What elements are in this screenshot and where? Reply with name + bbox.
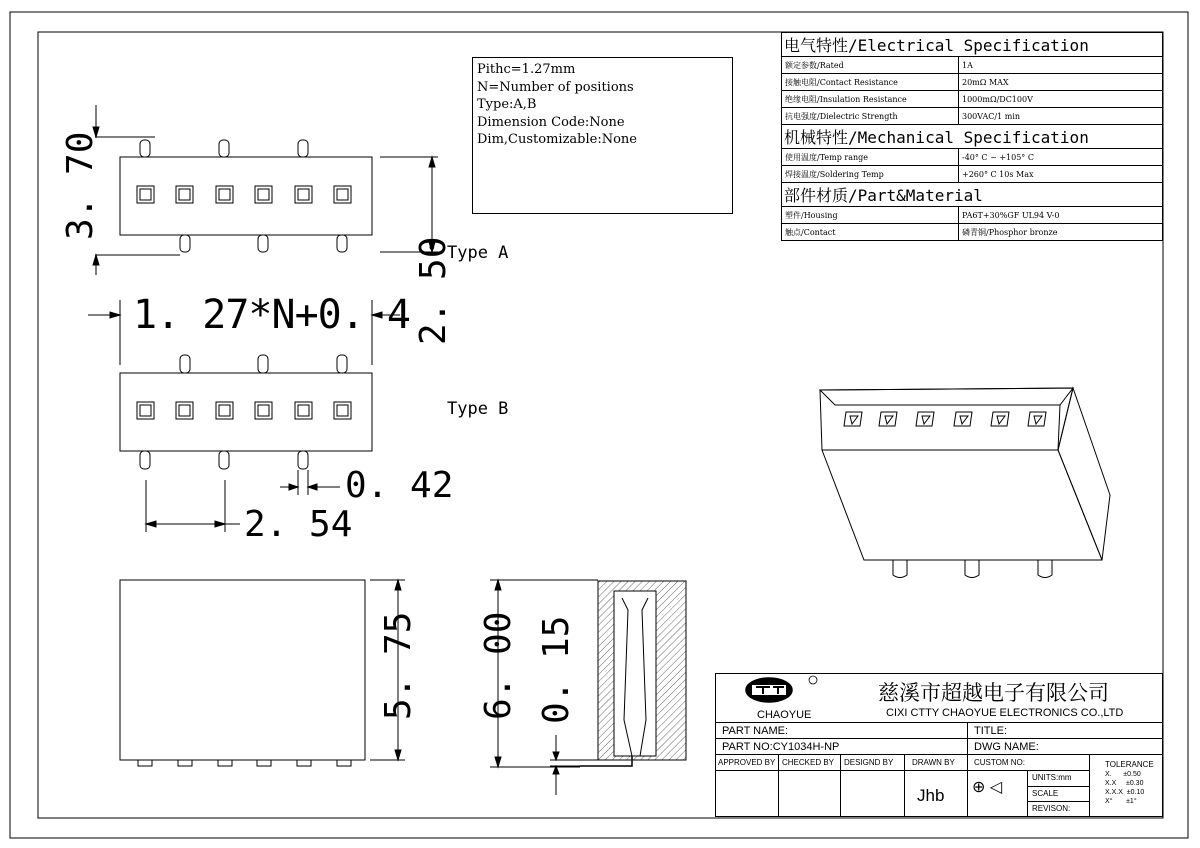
tolerance-label: TOLERANCE xyxy=(1105,760,1154,769)
front-view xyxy=(120,580,365,766)
spec-label: 接触电阻/Contact Resistance xyxy=(782,74,959,91)
spec-label: 额定参数/Rated xyxy=(782,57,959,74)
type-b-label: Type B xyxy=(447,399,509,419)
scale-label: SCALE xyxy=(1032,789,1059,798)
note-dim-code: Dimension Code:None xyxy=(477,114,625,130)
tolerance-x: X. ±0.50 xyxy=(1105,771,1141,778)
spec-table xyxy=(781,32,1163,241)
note-pitch: Pithc=1.27mm xyxy=(477,62,576,77)
company-name-en: CIXI CTTY CHAOYUE ELECTRONICS CO.,LTD xyxy=(886,707,1124,719)
custom-no-label: CUSTOM NO: xyxy=(974,758,1025,767)
spec-label: 抗电强度/Dielectric Strength xyxy=(782,108,959,125)
note-type: Type:A,B xyxy=(477,97,537,112)
dim-pitch-label: 2. 54 xyxy=(244,504,353,545)
note-positions: N=Number of positions xyxy=(477,79,634,95)
type-a-top-pins xyxy=(140,140,308,157)
revision-label: REVISON: xyxy=(1032,804,1071,813)
units-label: UNITS:mm xyxy=(1032,773,1072,782)
tolerance-deg: X° ±1° xyxy=(1105,798,1137,805)
type-a-bottom-pins xyxy=(180,235,347,252)
dim-pitch xyxy=(146,480,240,532)
checked-by-label: CHECKED BY xyxy=(782,758,835,767)
type-b-top-pins xyxy=(180,355,347,373)
spec-value: 300VAC/1 min xyxy=(959,108,1163,125)
drawn-by-value: Jhb xyxy=(917,786,945,805)
spec-value: 1A xyxy=(959,57,1163,74)
part-name-label: PART NAME: xyxy=(722,725,789,737)
spec-value: 20mΩ MAX xyxy=(959,74,1163,91)
type-a-connector xyxy=(120,140,372,252)
designed-by-label: DESIGND BY xyxy=(844,758,894,767)
dim-pin-width xyxy=(280,470,340,495)
tolerance-xx: X.X ±0.30 xyxy=(1105,780,1144,787)
dim-total-label: 2. 50 xyxy=(413,236,454,345)
title-block xyxy=(715,673,1163,817)
type-a-contacts xyxy=(137,186,351,203)
isometric-view xyxy=(820,388,1110,578)
dim-length-label: 1. 27*N+0. 4 xyxy=(133,292,410,338)
type-b-contacts xyxy=(137,402,351,419)
dim-pin-label: 0. 42 xyxy=(345,465,454,506)
spec-value: -40° C ~ +105° C xyxy=(959,149,1163,166)
spec-label: 绝缘电阻/Insulation Resistance xyxy=(782,91,959,108)
spec-label: 使用温度/Temp range xyxy=(782,149,959,166)
type-b-connector xyxy=(120,355,372,469)
dim-height-label: 3. 70 xyxy=(60,131,101,240)
company-name-cn: 慈溪市超越电子有限公司 xyxy=(878,681,1109,705)
side-view-section xyxy=(580,581,686,766)
part-no-label: PART NO:CY1034H-NP xyxy=(722,741,840,753)
title-label: TITLE: xyxy=(974,725,1008,737)
material-title: 部件材质/Part&Material xyxy=(782,183,1163,207)
spec-label: 焊接温度/Soldering Temp xyxy=(782,166,959,183)
dim-side-label: 6. 00 xyxy=(478,611,519,720)
spec-label: 塑件/Housing xyxy=(782,207,959,224)
spec-value: 1000mΩ/DC100V xyxy=(959,91,1163,108)
note-dim-custom: Dim,Customizable:None xyxy=(477,132,637,147)
tolerance-xxx: X.X.X ±0.10 xyxy=(1105,789,1145,796)
dwg-name-label: DWG NAME: xyxy=(974,741,1039,753)
spec-label: 触点/Contact xyxy=(782,224,959,241)
electrical-title: 电气特性/Electrical Specification xyxy=(782,33,1163,57)
dim-0-15 xyxy=(550,735,580,795)
type-b-bottom-pins xyxy=(140,451,308,469)
approved-by-label: APPROVED BY xyxy=(718,758,776,767)
spec-value: +260° C 10s Max xyxy=(959,166,1163,183)
dim-body-label: 5. 75 xyxy=(378,611,419,720)
projection-icon: ⊕ ◁ xyxy=(972,779,1003,796)
iso-pins xyxy=(893,560,1052,578)
dim-thick-label: 0. 15 xyxy=(536,615,577,724)
notes-box xyxy=(472,57,733,214)
spec-value: 磷青铜/Phosphor bronze xyxy=(959,224,1163,241)
drawn-by-label: DRAWN BY xyxy=(912,758,955,767)
mechanical-title: 机械特性/Mechanical Specification xyxy=(782,125,1163,149)
logo-text: CHAOYUE xyxy=(757,709,812,721)
type-a-label: Type A xyxy=(447,243,509,263)
spec-value: PA6T+30%GF UL94 V-0 xyxy=(959,207,1163,224)
